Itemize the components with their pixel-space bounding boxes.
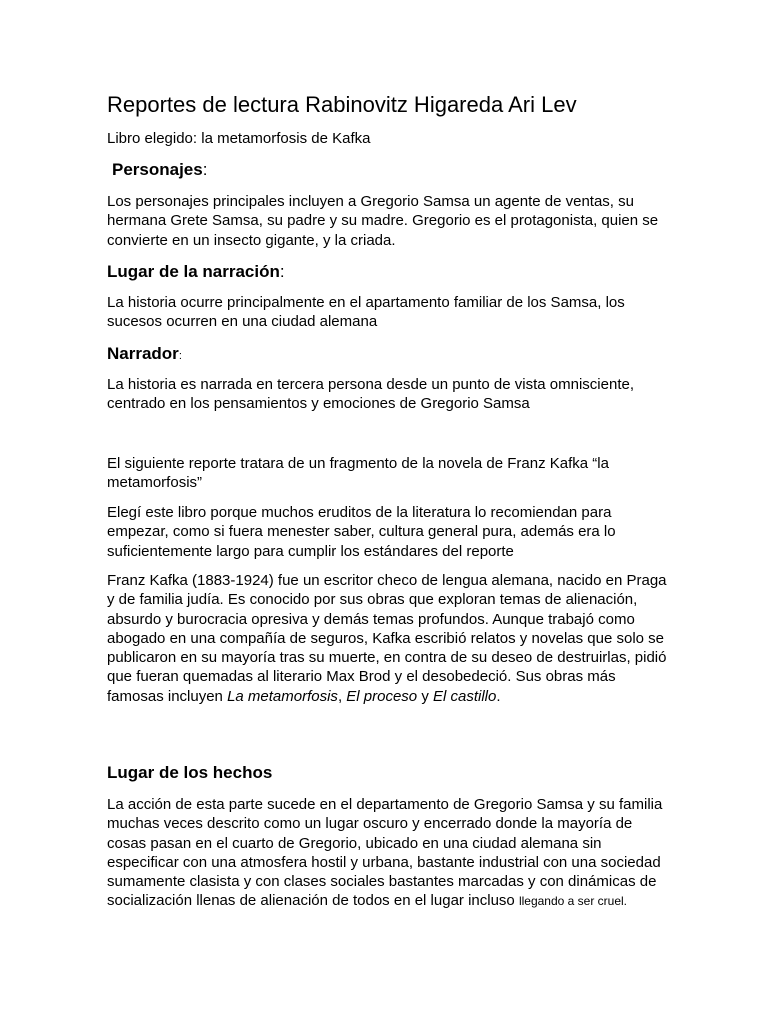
lugar-hechos-paragraph xyxy=(107,795,667,912)
personajes-paragraph: Los personajes principales incluyen a Gregorio Samsa un agente de ventas, su hermana Grete Samsa, su padre y su madre. Gregorio es el protagonista, quien se convierte en un insecto gigante, y la criada. xyxy=(107,193,659,249)
heading-narrador-label: Narrador xyxy=(107,344,179,363)
separator: y xyxy=(417,687,433,705)
author-paragraph xyxy=(107,571,667,706)
separator: , xyxy=(337,687,347,705)
period: . xyxy=(496,687,501,705)
work-title: El castillo xyxy=(433,687,497,705)
heading-personajes-colon: : xyxy=(202,160,208,179)
heading-lugar-narracion-label: Lugar de la narración xyxy=(107,262,280,281)
lugar-narracion-paragraph: La historia ocurre principalmente en el apartamento familiar de los Samsa, los sucesos ocurren en una ciudad alemana xyxy=(107,294,625,331)
heading-lugar-hechos: Lugar de los hechos xyxy=(107,763,273,782)
report-reason-paragraph: Elegí este libro porque muchos eruditos de la literatura lo recomiendan para empezar, como si fuera menester saber, cultura general pura, además era lo suficientemente largo para cumplir los estándares del reporte xyxy=(107,504,616,560)
work-title: El proceso xyxy=(346,687,418,705)
lugar-hechos-small-text: llegando a ser cruel. xyxy=(518,894,628,909)
heading-personajes-label: Personajes xyxy=(112,160,203,179)
heading-narrador xyxy=(107,343,182,367)
heading-lugar-narracion-colon: : xyxy=(279,262,285,281)
work-title: La metamorfosis xyxy=(227,687,338,705)
chosen-book-line: Libro elegido: la metamorfosis de Kafka xyxy=(107,130,371,147)
heading-narrador-colon: : xyxy=(178,350,182,362)
author-text: Franz Kafka (1883-1924) fue un escritor checo de lengua alemana, nacido en Praga y de familia judía. Es conocido por sus obras que exploran temas de alienación, absurdo y burocracia opresiva y demás temas profundos. Aunque trabajó como abogado en una compañía de seguros, Kafka escribió relatos y novelas que solo se publicaron en su mayoría tras su muerte, en contra de su deseo de destruirlas, pidió que fueran quemadas al literario Max Brod y el desobedeció. Sus obras más famosas incluyen xyxy=(107,572,667,705)
heading-lugar-narracion xyxy=(107,261,285,283)
narrador-paragraph: La historia es narrada en tercera persona desde un punto de vista omnisciente, centrado en los pensamientos y emociones de Gregorio Samsa xyxy=(107,376,634,413)
report-intro-paragraph: El siguiente reporte tratara de un fragmento de la novela de Franz Kafka “la metamorfosis” xyxy=(107,455,609,492)
lugar-hechos-text: La acción de esta parte sucede en el departamento de Gregorio Samsa y su familia muchas veces descrito como un lugar oscuro y encerrado donde la mayoría de cosas pasan en el cuarto de Gregorio, ubicado en una ciudad alemana sin especificar con una atmosfera hostil y urbana, bastante industrial con una sociedad sumamente clasista y con clases sociales bastantes marcadas y con dinámicas de socialización llenas de alienación de todos en el lugar incluso xyxy=(107,796,663,910)
heading-personajes xyxy=(112,159,207,181)
document-title: Reportes de lectura Rabinovitz Higareda Ari Lev xyxy=(107,92,577,117)
